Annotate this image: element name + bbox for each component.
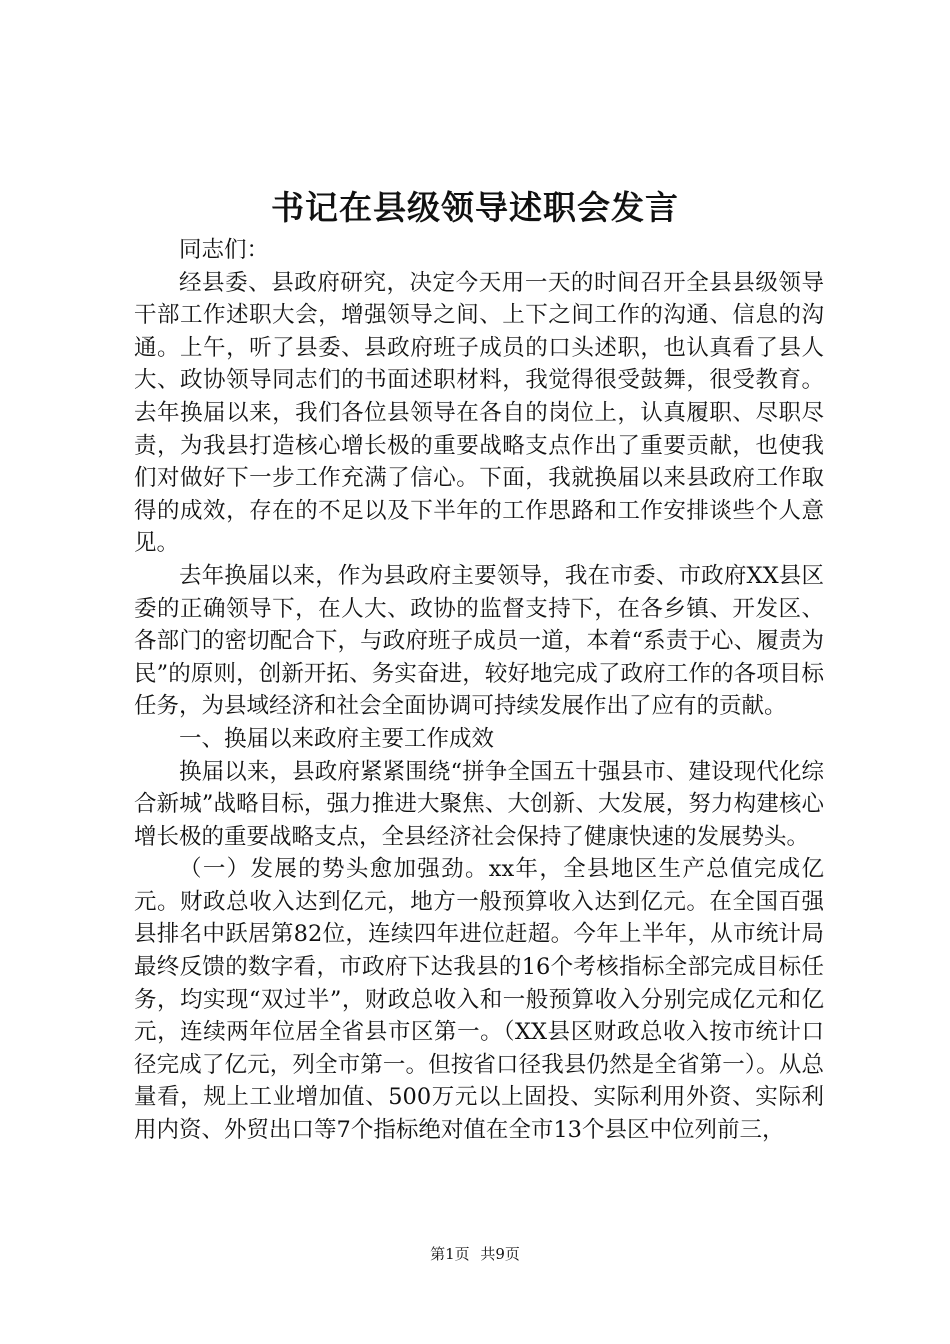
document-title: 书记在县级领导述职会发言: [271, 188, 679, 227]
page-footer: 第1页 共9页: [430, 1245, 520, 1263]
paragraph-salutation: 同志们：: [179, 237, 270, 263]
document-body: [134, 234, 824, 1147]
paragraph-intro: 经县委、县政府研究，决定今天用一天的时间召开全县县级领导干部工作述职大会，增强领导之间、上下之间工作的沟通、信息的沟通。上午，听了县委、县政府班子成员的口头述职，也认真看了县人大、政协领导同志们的书面述职材料，我觉得很受鼓舞，很受教育。去年换届以来，我们各位县领导在各自的岗位上，认真履职、尽职尽责，为我县打造核心增长极的重要战略支点作出了重要贡献，也使我们对做好下一步工作充满了信心。下面，我就换届以来县政府工作取得的成效，存在的不足以及下半年的工作思路和工作安排谈些个人意见。: [134, 269, 824, 557]
paragraph-strategy: 换届以来，县政府紧紧围绕“拼争全国五十强县市、建设现代化综合新城”战略目标，强力推进大聚焦、大创新、大发展，努力构建核心增长极的重要战略支点，全县经济社会保持了健康快速的发展势头。: [134, 758, 824, 850]
section-heading: 一、换届以来政府主要工作成效: [179, 725, 495, 752]
paragraph-overview: 去年换届以来，作为县政府主要领导，我在市委、市政府XX县区委的正确领导下，在人大、政协的监督支持下，在各乡镇、开发区、各部门的密切配合下，与政府班子成员一道，本着“系责于心、履责为民”的原则，创新开拓、务实奋进，较好地完成了政府工作的各项目标任务，为县域经济和社会全面协调可持续发展作出了应有的贡献。: [134, 562, 824, 720]
paragraph-development: （一）发展的势头愈加强劲。xx年，全县地区生产总值完成亿元。财政总收入达到亿元，地方一般预算收入达到亿元。在全国百强县排名中跃居第82位，连续四年进位赶超。今年上半年，从市统计局最终反馈的数字看，市政府下达我县的16个考核指标全部完成目标任务，均实现“双过半”，财政总收入和一般预算收入分别完成亿元和亿元，连续两年位居全省县市区第一。（XX县区财政总收入按市统计口径完成了亿元，列全市第一。但按省口径我县仍然是全省第一）。从总量看，规上工业增加值、500万元以上固投、实际利用外资、实际利用内资、外贸出口等7个指标绝对值在全市13个县区中位列前三，: [134, 856, 824, 1144]
